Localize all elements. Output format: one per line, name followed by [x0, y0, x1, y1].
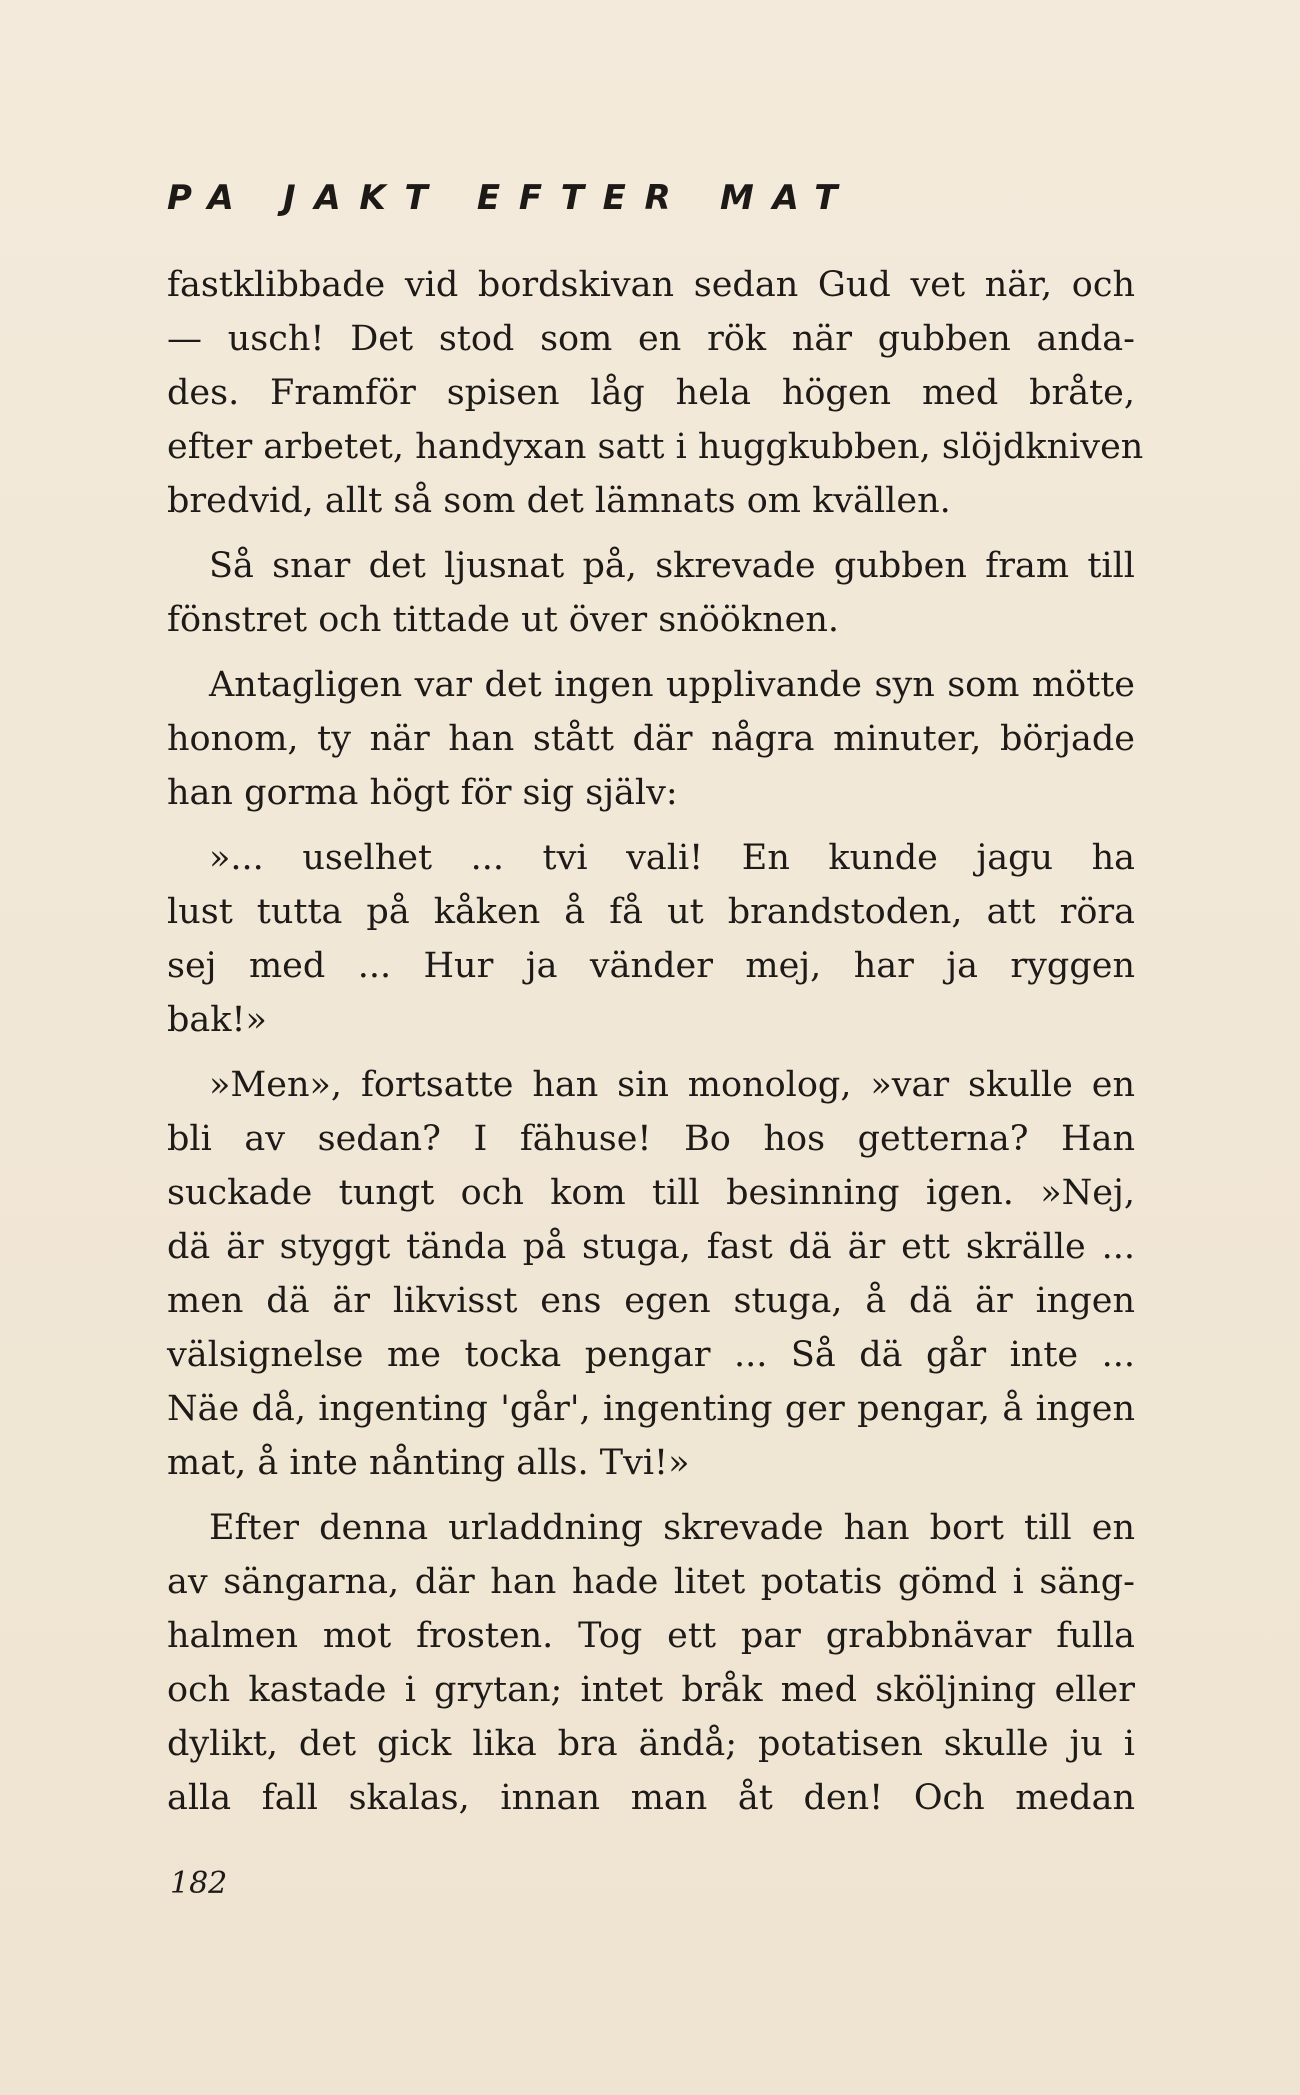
text-line: »Men», fortsatte han sin monolog, »var skulle en: [209, 1065, 1135, 1105]
text-line: men dä är likvisst ens egen stuga, å dä är ingen: [167, 1281, 1135, 1321]
page-number: 182: [170, 1866, 228, 1901]
text-line: efter arbetet, handyxan satt i huggkubben, slöjdkniven: [167, 427, 1144, 467]
text-line: av sängarna, där han hade litet potatis gömd i säng-: [167, 1562, 1135, 1602]
text-line: Efter denna urladdning skrevade han bort till en: [209, 1508, 1135, 1548]
text-line: dä är styggt tända på stuga, fast dä är ett skrälle ...: [167, 1227, 1135, 1267]
text-line: alla fall skalas, innan man åt den! Och medan: [167, 1778, 1135, 1818]
text-line: — usch! Det stod som en rök när gubben anda-: [167, 319, 1135, 359]
text-line: Antagligen var det ingen upplivande syn som mötte: [209, 665, 1135, 705]
text-line: bak!»: [167, 1000, 267, 1040]
text-line: bli av sedan? I fähuse! Bo hos getterna? Han: [167, 1119, 1135, 1159]
paragraph: [167, 658, 1135, 820]
text-line: mat, å inte nånting alls. Tvi!»: [167, 1443, 690, 1483]
text-line: fastklibbade vid bordskivan sedan Gud vet när, och: [167, 265, 1135, 305]
text-line: suckade tungt och kom till besinning igen. »Nej,: [167, 1173, 1135, 1213]
text-line: Näe då, ingenting 'går', ingenting ger pengar, å ingen: [167, 1389, 1135, 1429]
text-line: och kastade i grytan; intet bråk med sköljning eller: [167, 1670, 1135, 1710]
text-line: halmen mot frosten. Tog ett par grabbnävar fulla: [167, 1616, 1135, 1656]
text-line: »... uselhet ... tvi vali! En kunde jagu ha: [209, 838, 1135, 878]
running-head: PA JAKT EFTER MAT: [167, 178, 857, 218]
body-text: [167, 258, 1144, 1836]
text-line: Så snar det ljusnat på, skrevade gubben fram till: [209, 546, 1135, 586]
text-line: välsignelse me tocka pengar ... Så dä går inte ...: [167, 1335, 1135, 1375]
text-line: des. Framför spisen låg hela högen med bråte,: [167, 373, 1135, 413]
text-line: lust tutta på kåken å få ut brandstoden, att röra: [167, 892, 1135, 932]
paragraph: [167, 1058, 1135, 1490]
text-line: han gorma högt för sig själv:: [167, 773, 678, 813]
text-line: sej med ... Hur ja vänder mej, har ja ryggen: [167, 946, 1135, 986]
text-line: bredvid, allt så som det lämnats om kvällen.: [167, 481, 951, 521]
paragraph: [167, 1501, 1135, 1825]
text-line: honom, ty när han stått där några minuter, började: [167, 719, 1135, 759]
paragraph: [167, 258, 1144, 528]
text-line: dylikt, det gick lika bra ändå; potatisen skulle ju i: [167, 1724, 1135, 1764]
paragraph: [167, 831, 1135, 1047]
paragraph: [167, 539, 1135, 647]
text-line: fönstret och tittade ut över snööknen.: [167, 600, 839, 640]
